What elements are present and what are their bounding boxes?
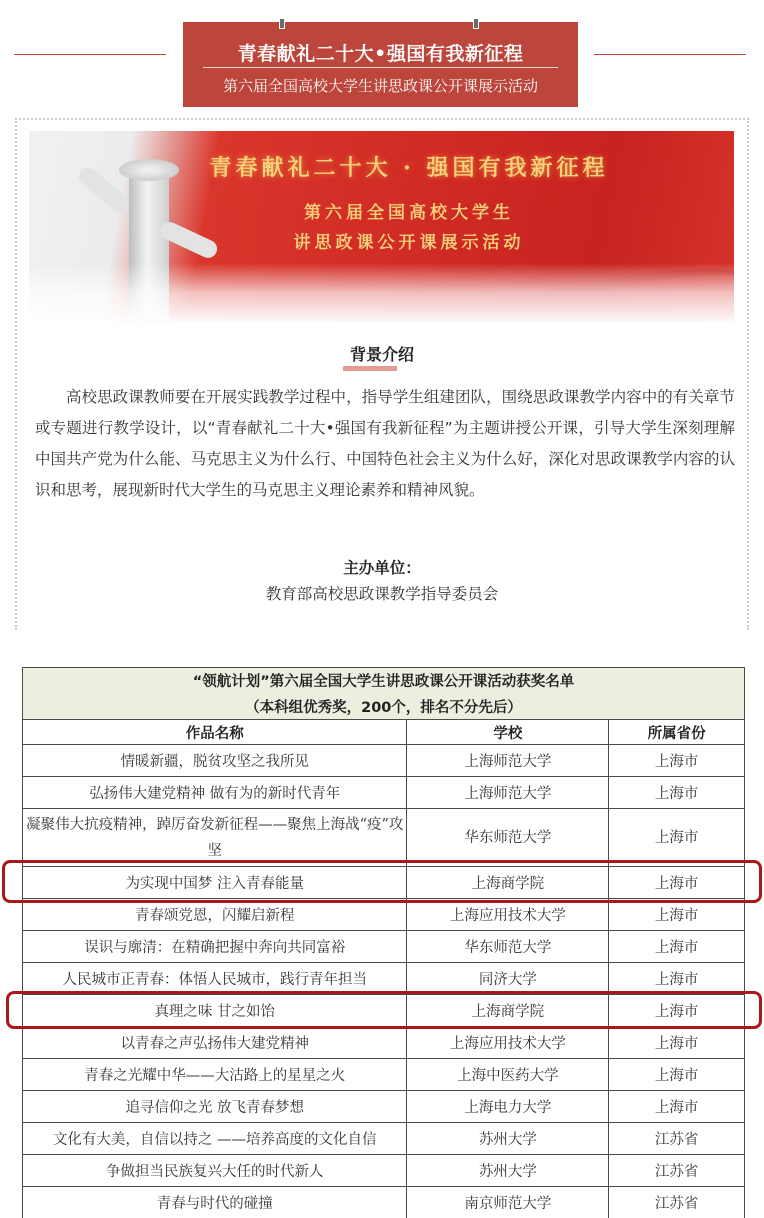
host-label: 主办单位： — [343, 559, 421, 577]
table-row — [23, 1027, 745, 1059]
column-header-province: 所属省份 — [609, 720, 745, 745]
province: 上海市 — [609, 931, 745, 963]
table-row — [23, 1187, 745, 1218]
work-title: 青春颂党恩，闪耀启新程 — [23, 899, 407, 931]
pin-icon — [473, 18, 479, 29]
school-name: 上海中医药大学 — [407, 1059, 609, 1091]
section-title-underline — [343, 366, 397, 371]
header-title: 青春献礼二十大•强国有我新征程 — [237, 43, 524, 65]
pin-icon — [279, 18, 285, 29]
background-paragraph: 高校思政课教师要在开展实践教学过程中，指导学生组建团队，围绕思政课教学内容中的有关章节或专题进行教学设计，以“青春献礼二十大•强国有我新征程”为主题讲授公开课，引导大学生深刻理解中国共产党为什么能、马克思主义为什么行、中国特色社会主义为什么好，深化对思政课教学内容的认识和思考，展现新时代大学生的马克思主义理论素养和精神风貌。 — [35, 388, 735, 499]
province: 上海市 — [609, 867, 745, 899]
table-row-highlighted — [23, 995, 745, 1027]
province: 上海市 — [609, 1059, 745, 1091]
cloud-decoration — [29, 263, 734, 323]
table-row — [23, 745, 745, 777]
school-name: 上海电力大学 — [407, 1091, 609, 1123]
province: 上海市 — [609, 899, 745, 931]
table-row — [23, 1123, 745, 1155]
table-row — [23, 1155, 745, 1187]
work-title: 争做担当民族复兴大任的时代新人 — [23, 1155, 407, 1187]
table-row — [23, 1091, 745, 1123]
work-title: 人民城市正青春：体悟人民城市，践行青年担当 — [23, 963, 407, 995]
host-value: 教育部高校思政课教学指导委员会 — [265, 585, 499, 603]
header-banner — [183, 22, 578, 107]
table-row — [23, 809, 745, 867]
work-title: 凝聚伟大抗疫精神，踔厉奋发新征程——聚焦上海战“疫”攻坚 — [23, 809, 407, 867]
column-header-school: 学校 — [407, 720, 609, 745]
table-caption: “领航计划”第六届全国大学生讲思政课公开课活动获奖名单 — [23, 668, 745, 694]
table-subcaption: （本科组优秀奖，200个，排名不分先后） — [23, 694, 745, 720]
column-header-work: 作品名称 — [23, 720, 407, 745]
table-row — [23, 899, 745, 931]
work-title: 文化有大美，自信以持之 ——培养高度的文化自信 — [23, 1123, 407, 1155]
work-title: 为实现中国梦 注入青春能量 — [23, 867, 407, 899]
work-title: 真理之味 甘之如饴 — [23, 995, 407, 1027]
school-name: 苏州大学 — [407, 1155, 609, 1187]
school-name: 华东师范大学 — [407, 931, 609, 963]
table-row — [23, 777, 745, 809]
work-title: 青春之光耀中华——大沽路上的星星之火 — [23, 1059, 407, 1091]
school-name: 上海商学院 — [407, 867, 609, 899]
province: 上海市 — [609, 809, 745, 867]
school-name: 上海师范大学 — [407, 777, 609, 809]
province: 上海市 — [609, 1027, 745, 1059]
table-row — [23, 931, 745, 963]
school-name: 南京师范大学 — [407, 1187, 609, 1218]
table-row — [23, 963, 745, 995]
pillar-cap — [119, 159, 179, 181]
intro-card — [15, 118, 749, 630]
province: 上海市 — [609, 995, 745, 1027]
province: 上海市 — [609, 745, 745, 777]
school-name: 上海师范大学 — [407, 745, 609, 777]
work-title: 误识与廓清：在精确把握中奔向共同富裕 — [23, 931, 407, 963]
school-name: 上海应用技术大学 — [407, 899, 609, 931]
table-row-highlighted — [23, 867, 745, 899]
banner-headline: 青春献礼二十大 · 强国有我新征程 — [209, 155, 609, 181]
awards-table — [22, 667, 745, 1218]
header-subtitle: 第六届全国高校大学生讲思政课公开课展示活动 — [222, 77, 538, 95]
table-row — [23, 1059, 745, 1091]
work-title: 青春与时代的碰撞 — [23, 1187, 407, 1218]
school-name: 上海应用技术大学 — [407, 1027, 609, 1059]
header-rule-left — [14, 54, 166, 55]
section-title: 背景介绍 — [349, 345, 414, 364]
header-rule-right — [594, 54, 746, 55]
banner-line-3: 讲思政课公开课展示活动 — [293, 233, 525, 253]
work-title: 以青春之声弘扬伟大建党精神 — [23, 1027, 407, 1059]
hero-banner-image — [29, 131, 734, 323]
header-divider — [203, 67, 558, 68]
province: 上海市 — [609, 777, 745, 809]
banner-line-2: 第六届全国高校大学生 — [304, 203, 514, 223]
province: 上海市 — [609, 1091, 745, 1123]
province: 江苏省 — [609, 1123, 745, 1155]
province: 江苏省 — [609, 1187, 745, 1218]
work-title: 追寻信仰之光 放飞青春梦想 — [23, 1091, 407, 1123]
school-name: 苏州大学 — [407, 1123, 609, 1155]
work-title: 情暖新疆，脱贫攻坚之我所见 — [23, 745, 407, 777]
school-name: 上海商学院 — [407, 995, 609, 1027]
school-name: 同济大学 — [407, 963, 609, 995]
school-name: 华东师范大学 — [407, 809, 609, 867]
work-title: 弘扬伟大建党精神 做有为的新时代青年 — [23, 777, 407, 809]
province: 上海市 — [609, 963, 745, 995]
province: 江苏省 — [609, 1155, 745, 1187]
